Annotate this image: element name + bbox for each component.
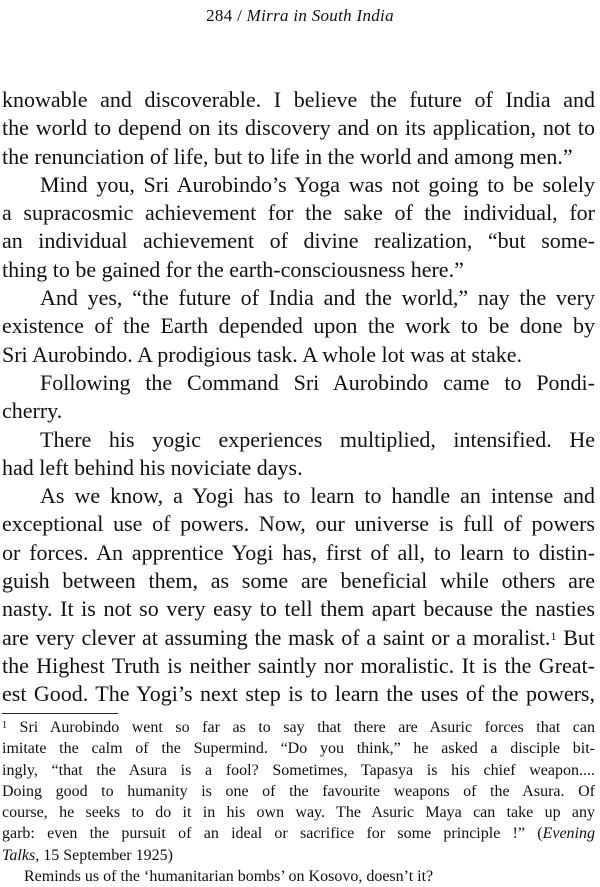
- main-text: [2, 86, 595, 709]
- footnote-text: Sri Aurobindo went so far as to say that there are Asuric forces that can: [19, 719, 596, 736]
- text-line: And yes, “the future of India and the world,” nay the very: [40, 285, 595, 311]
- text-line: Following the Command Sri Aurobindo came to Pondi-: [40, 369, 595, 395]
- text-line: or forces. An apprentice Yogi has, first of all, to learn to distin-: [2, 539, 595, 565]
- text-line: the Highest Truth is neither saintly nor moralistic. It is the Great-: [2, 652, 595, 678]
- footnote-line: Doing good to humanity is one of the favourite weapons of the Asura. Of: [2, 782, 595, 800]
- text-line: nasty. It is not so very easy to tell them apart because the nasties: [2, 596, 595, 622]
- text-line: the world to depend on its discovery and on its application, not to: [2, 115, 595, 141]
- book-title-italic: Evening: [542, 825, 595, 843]
- text-line: Mind you, Sri Aurobindo’s Yoga was not going to be solely: [40, 171, 595, 197]
- footnote: [2, 717, 595, 887]
- text-segment: are very clever at assuming the mask of a saint or a moralist.: [2, 624, 551, 650]
- footnote-reference: 1: [550, 628, 557, 643]
- footnote-line: Reminds us of the ‘humanitarian bombs’ on Kosovo, doesn’t it?: [24, 868, 434, 886]
- text-line: existence of the Earth depended upon the work to be done by: [2, 313, 595, 339]
- footnote-line: course, he seeks to do it in his own way. The Asuric Maya can take up any: [2, 804, 595, 822]
- text-line: Sri Aurobindo. A prodigious task. A whole lot was at stake.: [2, 341, 523, 367]
- footnote-line: imitate the calm of the Supermind. “Do you think,” he asked a disciple bit-: [2, 740, 595, 758]
- text-line: As we know, a Yogi has to learn to handle an intense and: [40, 483, 595, 509]
- text-line: knowable and discoverable. I believe the future of India and: [2, 87, 595, 112]
- text-line: exceptional use of powers. Now, our universe is full of powers: [2, 511, 595, 537]
- footnote-text: garb: even the pursuit of an ideal or sacrifice for some principle !” (: [2, 825, 543, 843]
- text-segment: But: [563, 624, 595, 650]
- text-line: guish between them, as some are beneficial while others are: [2, 568, 595, 594]
- footnote-text: 15 September 1925): [43, 846, 173, 864]
- text-line: est Good. The Yogi’s next step is to learn the uses of the powers,: [2, 681, 595, 707]
- footnote-line: [2, 717, 595, 738]
- text-line: There his yogic experiences multiplied, intensified. He: [40, 426, 595, 452]
- page-number: 284: [206, 6, 233, 25]
- text-line: an individual achievement of divine realization, “but some-: [2, 228, 595, 254]
- text-line: a supracosmic achievement for the sake of the individual, for: [2, 200, 595, 226]
- text-line: thing to be gained for the earth-consciousness here.”: [2, 256, 464, 282]
- text-line-with-note: [2, 624, 595, 652]
- text-line: cherry.: [2, 398, 63, 424]
- text-line: the renunciation of life, but to life in the world and among men.”: [2, 143, 573, 169]
- text-line: had left behind his noviciate days.: [2, 454, 303, 480]
- book-title-italic: Talks,: [2, 846, 40, 864]
- footnote-line: ingly, “that the Asura is a fool? Sometimes, Tapasya is his chief weapon....: [2, 761, 595, 779]
- footnote-divider: [2, 713, 118, 714]
- header-separator: /: [237, 6, 243, 25]
- running-header: [0, 6, 600, 26]
- running-title: Mirra in South India: [246, 6, 394, 25]
- footnote-marker: 1: [2, 720, 7, 731]
- footnote-line: [2, 823, 595, 844]
